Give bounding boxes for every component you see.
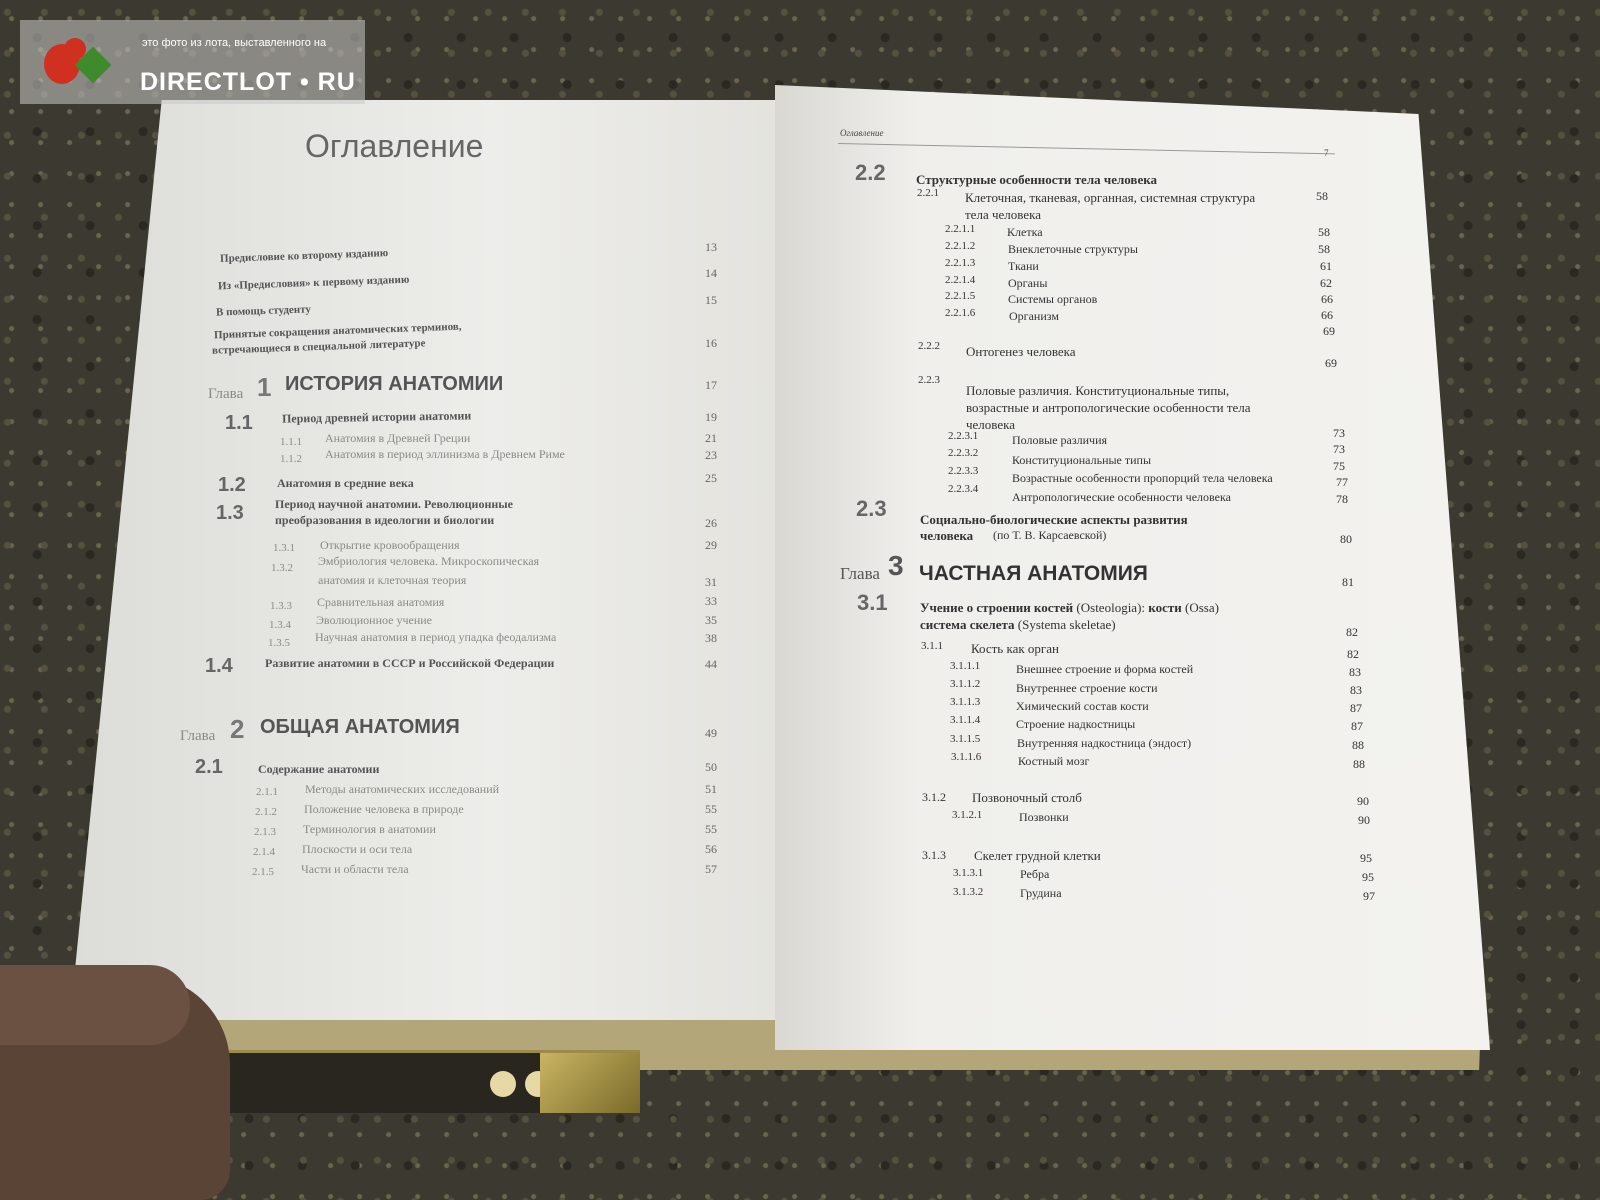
section-3-1-title-b: кости [1148,600,1182,615]
section-2-2-3-title: Половые различия. Конституциональные типы, [966,383,1230,398]
section-2-3-page: 80 [1340,532,1352,546]
section-3-1-3-title: Скелет грудной клетки [974,848,1101,863]
section-2-2-title: Структурные особенности тела человека [916,172,1158,187]
item-2-2-1-2-num: 2.2.1.2 [945,240,976,252]
item-2-1-2-page: 55 [705,802,717,816]
item-3-1-1-3-page: 87 [1350,701,1362,715]
item-1-3-5-num: 1.3.5 [268,637,290,649]
item-1-3-4-num: 1.3.4 [269,619,291,631]
section-2-2-3-num: 2.2.3 [918,374,940,386]
squirrel-logo-icon [40,34,110,90]
chapter-3-prefix: Глава [840,564,880,583]
item-3-1-1-4-title: Строение надкостницы [1016,717,1136,731]
section-1-3-title: Период научной анатомии. Революционные [275,497,513,511]
item-3-1-2-1-title: Позвонки [1019,810,1069,824]
section-1-1-title: Период древней истории анатомии [281,408,472,426]
item-2-2-1-5-page: 66 [1321,292,1333,306]
section-1-3-page: 26 [705,516,717,530]
item-3-1-3-2-title: Грудина [1020,886,1062,900]
toc-front-4-page: 16 [705,336,717,350]
item-3-1-1-4-page: 87 [1351,719,1363,733]
item-2-2-1-6-page: 66 [1321,308,1333,322]
section-3-1-2-title: Позвоночный столб [972,790,1082,805]
section-1-2-title: Анатомия в средние века [277,476,414,490]
toc-front-1: Предисловие ко второму изданию [219,247,389,265]
item-3-1-1-1-page: 83 [1349,665,1361,679]
toc-front-1-page: 13 [705,240,717,254]
toc-front-2-page: 14 [705,266,717,280]
item-1-1-1-title: Анатомия в Древней Греции [325,431,471,445]
item-1-3-4-title: Эволюционное учение [316,613,432,627]
item-1-3-3-title: Сравнительная анатомия [317,595,445,609]
item-2-2-1-4-title: Органы [1008,276,1048,290]
section-2-2-3-page: 73 [1333,426,1345,440]
item-2-2-3-3-title: Возрастные особенности пропорций тела человека [1012,471,1273,485]
item-2-2-1-5-title: Системы органов [1008,292,1098,306]
chapter-3-num: 3 [888,550,904,581]
item-1-3-1-title: Открытие кровообращения [320,538,460,552]
section-2-3-num: 2.3 [856,496,887,521]
section-2-2-1-num: 2.2.1 [917,187,939,199]
item-3-1-3-2-num: 3.1.3.2 [953,886,984,898]
chapter-3-title: ЧАСТНАЯ АНАТОМИЯ [919,562,1148,585]
item-3-1-3-2-page: 97 [1363,889,1375,903]
toc-front-4: Принятые сокращения анатомических терминов, [213,320,462,342]
item-3-1-1-2-page: 83 [1350,683,1362,697]
item-2-2-3-4-page: 78 [1336,492,1348,506]
item-3-1-1-2-num: 3.1.1.2 [950,678,981,690]
item-3-1-2-1-num: 3.1.2.1 [952,809,983,821]
item-2-2-1-1-num: 2.2.1.1 [945,223,976,235]
chapter-3-page: 81 [1342,575,1354,589]
section-3-1-title-c: система скелета [920,617,1015,632]
section-2-2-1-extra-page: 69 [1323,324,1335,338]
section-3-1-1-title: Кость как орган [971,641,1059,656]
item-1-1-1-num: 1.1.1 [280,436,302,448]
item-2-1-1-num: 2.1.1 [256,786,278,798]
section-3-1-1-num: 3.1.1 [921,640,943,652]
item-2-2-3-2-title: Конституциональные типы [1012,453,1152,467]
watermark-caption: это фото из лота, выставленного на [142,37,327,49]
section-2-2-2-page: 69 [1325,356,1337,370]
item-2-1-5-title: Части и области тела [301,862,409,876]
item-3-1-1-4-num: 3.1.1.4 [950,714,981,726]
item-1-3-1-num: 1.3.1 [273,542,295,554]
item-1-3-2-num: 1.3.2 [271,562,293,574]
section-3-1-latin-a: (Osteologia): [1076,600,1146,615]
item-3-1-1-6-num: 3.1.1.6 [951,751,982,763]
bookmark-gold-tip [540,1053,640,1113]
section-2-2-3-title-line2: возрастные и антропологические особенности тела [966,400,1251,415]
item-2-2-1-1-title: Клетка [1007,225,1043,239]
item-3-1-1-1-num: 3.1.1.1 [950,660,981,672]
section-3-1-latin-b: (Ossa) [1184,600,1219,615]
section-3-1-heading-line2 [920,617,1116,633]
item-1-3-2-page: 31 [705,575,717,589]
section-1-2-num: 1.2 [218,474,246,496]
chapter-2-num: 2 [230,714,245,744]
item-3-1-3-1-num: 3.1.3.1 [953,867,984,879]
item-2-2-3-3-page: 77 [1336,475,1348,489]
item-1-1-2-page: 23 [705,448,717,462]
item-2-2-1-6-num: 2.2.1.6 [945,307,976,319]
chapter-2-title: ОБЩАЯ АНАТОМИЯ [260,716,460,738]
item-3-1-3-1-title: Ребра [1020,867,1050,881]
page-number: 7 [1324,148,1329,158]
section-2-2-3-title-line3: человека [966,417,1016,432]
section-3-1-heading [920,600,1219,616]
section-1-3-num: 1.3 [216,502,244,524]
section-1-4-page: 44 [705,657,717,671]
item-2-1-5-num: 2.1.5 [252,866,274,878]
item-2-1-2-num: 2.1.2 [255,806,277,818]
section-2-3-title: Социально-биологические аспекты развития [920,512,1188,527]
item-2-1-3-title: Терминология в анатомии [303,822,436,836]
toc-front-3: В помощь студенту [215,303,312,319]
item-3-1-1-6-page: 88 [1353,757,1365,771]
item-1-1-1-page: 21 [705,431,717,445]
item-1-3-2-title-line2: анатомия и клеточная теория [318,573,467,587]
section-2-1-page: 50 [705,760,717,774]
item-2-2-1-2-title: Внеклеточные структуры [1008,242,1138,256]
item-2-1-4-title: Плоскости и оси тела [302,842,413,856]
item-2-2-3-1-title: Половые различия [1012,433,1108,447]
item-2-2-1-4-num: 2.2.1.4 [945,274,976,286]
item-2-2-1-2-page: 58 [1318,242,1330,256]
item-2-2-3-1-page: 73 [1333,442,1345,456]
item-2-2-3-3-num: 2.2.3.3 [948,465,979,477]
item-1-1-2-num: 1.1.2 [280,453,302,465]
section-3-1-2-num: 3.1.2 [922,790,946,804]
item-2-1-2-title: Положение человека в природе [304,802,464,816]
bookmark-dot [490,1071,516,1097]
section-1-3-title-line2: преобразования в идеологии и биологии [275,513,495,527]
chapter-2-prefix: Глава [180,728,216,744]
item-2-2-1-3-page: 61 [1320,259,1332,273]
item-2-2-3-4-num: 2.2.3.4 [948,483,979,495]
section-1-1-page: 19 [705,410,717,424]
item-1-3-3-page: 33 [705,594,717,608]
section-1-1-num: 1.1 [225,412,253,434]
section-3-1-1-page: 82 [1347,647,1359,661]
section-3-1-title-a: Учение о строении костей [920,600,1074,615]
item-3-1-1-5-num: 3.1.1.5 [950,733,981,745]
item-2-1-3-num: 2.1.3 [254,826,276,838]
item-1-3-3-num: 1.3.3 [270,600,292,612]
item-2-2-3-2-num: 2.2.3.2 [948,447,979,459]
item-2-2-3-4-title: Антропологические особенности человека [1012,490,1231,504]
item-1-3-4-page: 35 [705,613,717,627]
thumb [0,965,190,1045]
section-1-4-title: Развитие анатомии в СССР и Российской Федерации [265,656,555,670]
item-2-2-1-3-title: Ткани [1008,259,1039,273]
chapter-1-num: 1 [257,372,272,402]
item-3-1-1-3-title: Химический состав кости [1016,699,1149,713]
section-2-2-1-title: Клеточная, тканевая, органная, системная структура [965,190,1256,205]
toc-front-3-page: 15 [705,293,717,307]
item-3-1-3-1-page: 95 [1362,870,1374,884]
section-3-1-3-page: 95 [1360,851,1372,865]
section-2-2-num: 2.2 [855,160,886,185]
section-2-2-1-title-line2: тела человека [965,207,1041,222]
item-2-1-1-page: 51 [705,782,717,796]
item-2-1-4-page: 56 [705,842,717,856]
item-2-2-3-1-num: 2.2.3.1 [948,430,979,442]
section-3-1-2-page: 90 [1357,794,1369,808]
section-1-4-num: 1.4 [205,655,233,677]
section-2-2-2-title: Онтогенез человека [966,344,1076,359]
running-head: Оглавление [840,128,884,138]
item-1-3-2-title: Эмбриология человека. Микроскопическая [318,554,540,568]
watermark [20,20,365,104]
section-3-1-num: 3.1 [857,590,888,615]
toc-front-2: Из «Предисловия» к первому изданию [217,273,410,293]
item-3-1-1-5-title: Внутренняя надкостница (эндост) [1017,736,1192,750]
item-3-1-1-5-page: 88 [1352,738,1364,752]
item-3-1-1-2-title: Внутреннее строение кости [1016,681,1158,695]
item-1-3-5-page: 38 [705,631,717,645]
section-2-2-page: 58 [1316,189,1328,203]
toc-front-4-line2: встречающиеся в специальной литературе [211,337,426,357]
item-2-1-5-page: 57 [705,862,717,876]
item-3-1-2-1-page: 90 [1358,813,1370,827]
item-3-1-1-6-title: Костный мозг [1018,754,1090,768]
item-2-2-1-5-num: 2.2.1.5 [945,290,976,302]
section-2-3-title-line2: человека [920,528,974,543]
section-2-1-title: Содержание анатомии [258,762,380,776]
item-2-2-1-3-num: 2.2.1.3 [945,257,976,269]
item-1-3-1-page: 29 [705,538,717,552]
section-3-1-page: 82 [1346,625,1358,639]
item-2-2-1-6-title: Организм [1009,309,1059,323]
chapter-1-page: 17 [705,378,717,392]
section-2-2-2-num: 2.2.2 [918,340,940,352]
item-3-1-1-1-title: Внешнее строение и форма костей [1016,662,1194,676]
item-2-1-1-title: Методы анатомических исследований [305,782,500,796]
bookmark-ribbon [220,1050,640,1113]
item-3-1-1-3-num: 3.1.1.3 [950,696,981,708]
item-2-1-3-page: 55 [705,822,717,836]
section-2-1-num: 2.1 [195,756,223,778]
section-2-3-note: (по Т. В. Карсаевской) [993,528,1107,542]
section-3-1-latin-c: (Systema skeletae) [1017,617,1116,632]
chapter-1-prefix: Глава [208,386,244,402]
item-1-1-2-title: Анатомия в период эллинизма в Древнем Риме [325,447,565,461]
item-2-2-3-2-page: 75 [1333,459,1345,473]
chapter-1-title: ИСТОРИЯ АНАТОМИИ [285,373,504,395]
chapter-2-page: 49 [705,726,717,740]
section-3-1-3-num: 3.1.3 [922,848,946,862]
page-title: Оглавление [305,128,484,164]
section-1-2-page: 25 [705,471,717,485]
item-2-2-1-4-page: 62 [1320,276,1332,290]
item-2-2-1-1-page: 58 [1318,225,1330,239]
item-1-3-5-title: Научная анатомия в период упадка феодализма [315,630,557,644]
watermark-brand: DIRECTLOT • RU [140,68,356,96]
item-2-1-4-num: 2.1.4 [253,846,275,858]
hand [0,975,230,1200]
